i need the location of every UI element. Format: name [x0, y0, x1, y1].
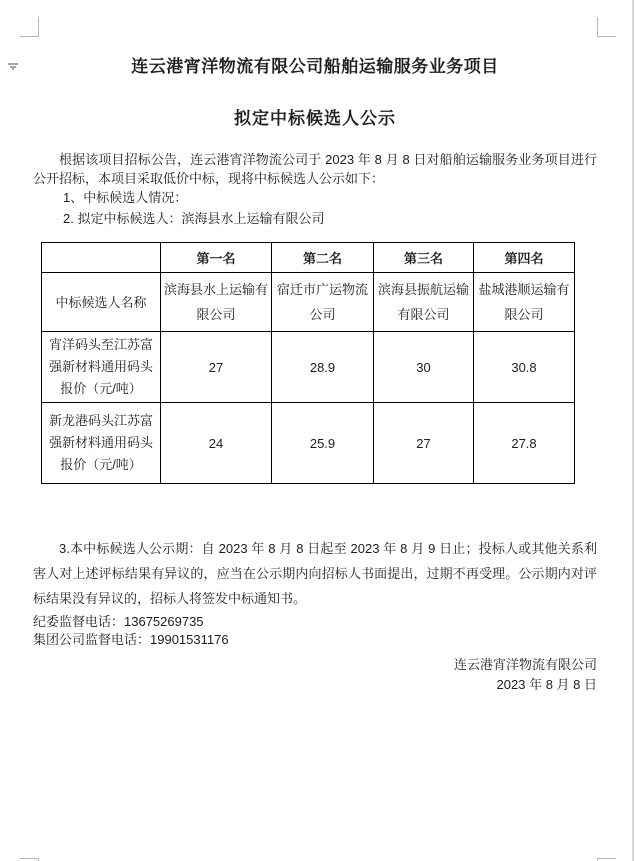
price-cell: 28.9	[272, 332, 374, 403]
row-label-cell: 宵洋码头至江苏富强新材料通用码头报价（元/吨）	[42, 332, 161, 403]
table-row-price-xiaoyang	[42, 332, 575, 403]
icon-bar	[8, 63, 18, 65]
candidates-table	[41, 242, 575, 484]
price-cell: 25.9	[272, 403, 374, 484]
table-corner-cell	[42, 243, 161, 273]
table-header-row	[42, 243, 575, 273]
header-rank-3: 第三名	[374, 243, 474, 273]
price-cell: 27	[374, 403, 474, 484]
page-edge-line	[632, 0, 634, 861]
crop-mark-top-right	[597, 17, 616, 37]
table-row-candidate-names	[42, 273, 575, 332]
list-item-2: 2. 拟定中标候选人：滨海县水上运输有限公司	[63, 211, 325, 226]
group-phone-line: 集团公司监督电话：19901531176	[33, 632, 229, 647]
price-cell: 24	[161, 403, 272, 484]
price-cell: 27	[161, 332, 272, 403]
header-rank-2: 第二名	[272, 243, 374, 273]
price-cell: 27.8	[474, 403, 575, 484]
signature-company: 连云港宵洋物流有限公司	[453, 657, 597, 672]
candidate-name-cell: 滨海县水上运输有限公司	[161, 273, 272, 332]
candidate-name-cell: 滨海县振航运输有限公司	[374, 273, 474, 332]
signature-date: 2023 年 8 月 8 日	[496, 677, 597, 692]
table-row-price-xinlonggang	[42, 403, 575, 484]
collapse-heading-icon[interactable]	[8, 63, 18, 70]
page-subtitle: 拟定中标候选人公示	[234, 109, 396, 128]
candidate-name-cell: 盐城港顺运输有限公司	[474, 273, 575, 332]
price-cell: 30.8	[474, 332, 575, 403]
closing-paragraph: 3.本中标候选人公示期：自 2023 年 8 月 8 日起至 2023 年 8 月 9 日止；投标人或其他关系利害人对上述评标结果有异议的，应当在公示期内向招标人书面提出，过期不再受理。公示期内对评标结果没有异议的，招标人将签发中标通知书。	[33, 541, 597, 606]
price-cell: 30	[374, 332, 474, 403]
row-label-cell: 中标候选人名称	[42, 273, 161, 332]
page-title: 连云港宵洋物流有限公司船舶运输服务业务项目	[131, 57, 499, 76]
intro-paragraph: 根据该项目招标公告，连云港宵洋物流公司于 2023 年 8 月 8 日对船舶运输服务业务项目进行公开招标，本项目采取低价中标，现将中标候选人公示如下：	[33, 152, 597, 186]
crop-mark-top-left	[20, 17, 39, 37]
discipline-phone-line: 纪委监督电话：13675269735	[33, 614, 204, 629]
header-rank-4: 第四名	[474, 243, 575, 273]
header-rank-1: 第一名	[161, 243, 272, 273]
list-item-1: 1、中标候选人情况：	[63, 190, 188, 205]
candidate-name-cell: 宿迁市广运物流公司	[272, 273, 374, 332]
icon-bar	[12, 68, 14, 70]
row-label-cell: 新龙港码头江苏富强新材料通用码头报价（元/吨）	[42, 403, 161, 484]
